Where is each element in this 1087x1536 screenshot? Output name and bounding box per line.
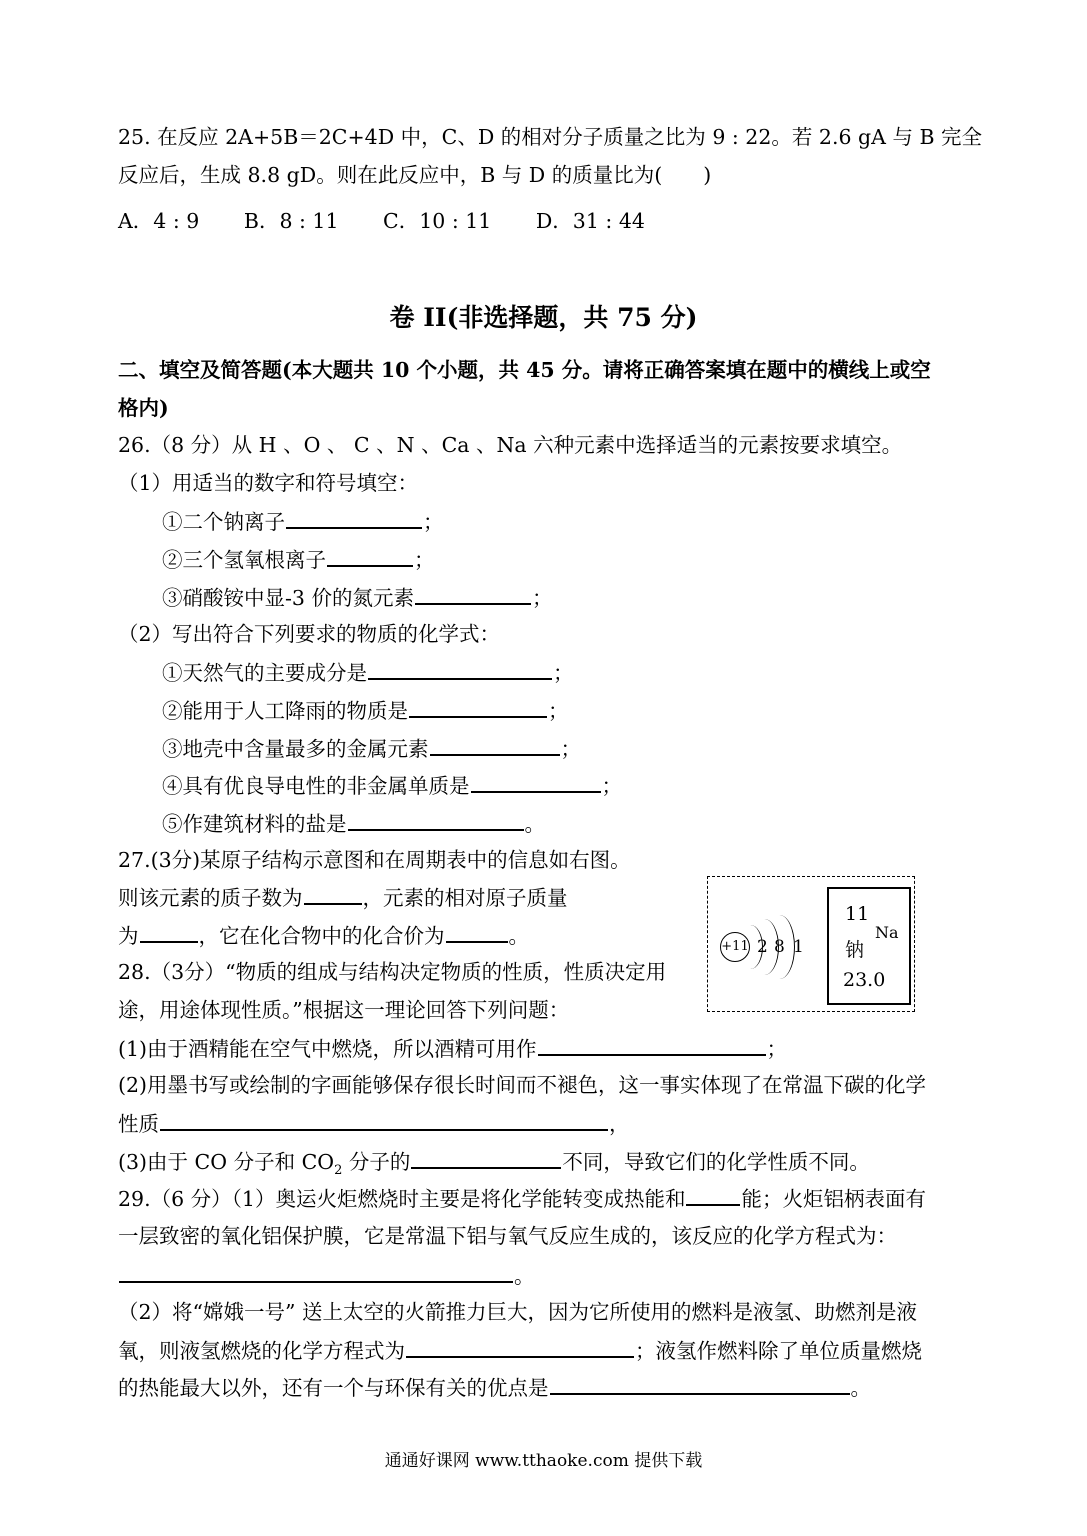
answer-blank[interactable]	[686, 1185, 740, 1206]
q26-item-building-salt: ⑤作建筑材料的盐是 。	[162, 812, 545, 836]
element-name: 钠	[845, 939, 865, 961]
part2-heading-line1: 二、填空及简答题(本大题共 10 个小题，共 45 分。请将正确答案填在题中的横线上或空	[118, 358, 931, 382]
q29-line1: 29.（6 分）（1）奥运火炬燃烧时主要是将化学能转变成热能和 能；火炬铝柄表面有	[118, 1187, 926, 1211]
section-title: 卷 II(非选择题，共 75 分)	[389, 303, 698, 332]
element-symbol: Na	[875, 923, 899, 942]
q26-item-nitrogen-valence: ③硝酸铵中显-3 价的氮元素 ；	[162, 586, 553, 610]
q25-option-d: D．31 : 44	[535, 209, 645, 233]
q25-line2: 反应后，生成 8.8 gD。则在此反应中，B 与 D 的质量比为( )	[118, 163, 712, 187]
q26-item-label: ③地壳中含量最多的金属元素	[162, 737, 429, 761]
sodium-atom-figure	[707, 876, 915, 1012]
q26-item-conductive-nonmetal: ④具有优良导电性的非金属单质是 ；	[162, 774, 622, 798]
q26-part2: （2）写出符合下列要求的物质的化学式：	[118, 622, 501, 646]
answer-blank[interactable]	[446, 922, 508, 943]
q25-option-b: B．8 : 11	[243, 209, 339, 233]
q28-sub3: (3)由于 CO 分子和 $CO_2$ 分子的 不同，导致它们的化学性质不同。	[118, 1150, 870, 1179]
q28-sub2-line2: 性质 ，	[118, 1112, 630, 1136]
q26-item-natural-gas: ①天然气的主要成分是 ；	[162, 661, 574, 685]
atomic-mass: 23.0	[843, 969, 886, 991]
q26-item-label: ④具有优良导电性的非金属单质是	[162, 774, 470, 798]
q29-line5: 氧，则液氢燃烧的化学方程式为 ；液氢作燃料除了单位质量燃烧	[118, 1339, 922, 1363]
q27-line2: 则该元素的质子数为 ，元素的相对原子质量	[118, 886, 568, 910]
answer-blank[interactable]	[327, 546, 413, 567]
answer-blank[interactable]	[415, 584, 531, 605]
answer-blank[interactable]	[538, 1035, 766, 1056]
q29-line6: 的热能最大以外，还有一个与环保有关的优点是 。	[118, 1376, 871, 1400]
answer-blank[interactable]	[348, 810, 524, 831]
answer-blank[interactable]	[140, 922, 198, 943]
q29-line3: 。	[118, 1262, 535, 1289]
q26-item-label: ③硝酸铵中显-3 价的氮元素	[162, 586, 414, 610]
q28-line1: 28.（3分）“物质的组成与结构决定物质的性质，性质决定用	[118, 960, 667, 984]
q25-line1: 25. 在反应 2A+5B＝2C+4D 中，C、D 的相对分子质量之比为 9 : 22。若 2.6 gA 与 B 完全	[118, 125, 983, 149]
q26-part1: （1）用适当的数字和符号填空：	[118, 471, 419, 495]
page-footer: 通通好课网 www.tthaoke.com 提供下载	[384, 1451, 703, 1471]
q28-sub2-line1: (2)用墨书写或绘制的字画能够保存很长时间而不褪色，这一事实体现了在常温下碳的化学	[118, 1073, 927, 1097]
q26-item-label: ①天然气的主要成分是	[162, 661, 367, 685]
q26-item-crust-metal: ③地壳中含量最多的金属元素 ；	[162, 737, 581, 761]
q26-item-label: ①二个钠离子	[162, 510, 285, 534]
answer-blank[interactable]	[430, 735, 560, 756]
q29-line4: （2）将“嫦娥一号” 送上太空的火箭推力巨大，因为它所使用的燃料是液氢、助燃剂是液	[118, 1300, 918, 1324]
atomic-number: 11	[845, 903, 870, 925]
q28-line2: 途，用途体现性质。”根据这一理论回答下列问题：	[118, 998, 570, 1022]
answer-blank[interactable]	[550, 1374, 850, 1395]
q27-line3: 为 ，它在化合物中的化合价为 。	[118, 924, 529, 948]
answer-blank[interactable]	[406, 1337, 634, 1358]
q28-sub1: (1)由于酒精能在空气中燃烧，所以酒精可用作 ；	[118, 1037, 788, 1061]
q29-line2: 一层致密的氧化铝保护膜，它是常温下铝与氧气反应生成的，该反应的化学方程式为：	[118, 1224, 897, 1248]
atom-nucleus: +11	[720, 932, 750, 962]
part2-heading-line2: 格内)	[118, 396, 169, 420]
answer-blank[interactable]	[304, 884, 362, 905]
shell-electron-count: 8	[774, 937, 785, 957]
q26-item-label: ②三个氢氧根离子	[162, 548, 326, 572]
q26-item-label: ②能用于人工降雨的物质是	[162, 699, 408, 723]
answer-blank[interactable]	[286, 508, 422, 529]
answer-blank[interactable]	[471, 772, 601, 793]
q26-item-sodium-ions: ①二个钠离子 ；	[162, 510, 444, 534]
periodic-table-cell	[827, 887, 911, 1005]
answer-blank[interactable]	[160, 1110, 608, 1131]
shell-electron-count: 2	[757, 937, 768, 957]
q26-item-label: ⑤作建筑材料的盐是	[162, 812, 347, 836]
q25-option-c: C．10 : 11	[383, 209, 492, 233]
q25-options	[118, 208, 683, 234]
q27-line1: 27.(3分)某原子结构示意图和在周期表中的信息如右图。	[118, 848, 631, 872]
answer-blank[interactable]	[409, 697, 547, 718]
answer-blank[interactable]	[368, 659, 552, 680]
answer-blank[interactable]	[411, 1148, 561, 1169]
answer-blank[interactable]	[119, 1262, 513, 1283]
q25-option-a: A．4 : 9	[118, 209, 200, 233]
q26-item-artificial-rain: ②能用于人工降雨的物质是 ；	[162, 699, 569, 723]
q26-stem: 26.（8 分）从 H 、O 、 C 、N 、Ca 、Na 六种元素中选择适当的元素按要求填空。	[118, 433, 903, 457]
shell-electron-count: 1	[793, 937, 804, 957]
q26-item-hydroxide-ions: ②三个氢氧根离子 ；	[162, 548, 435, 572]
